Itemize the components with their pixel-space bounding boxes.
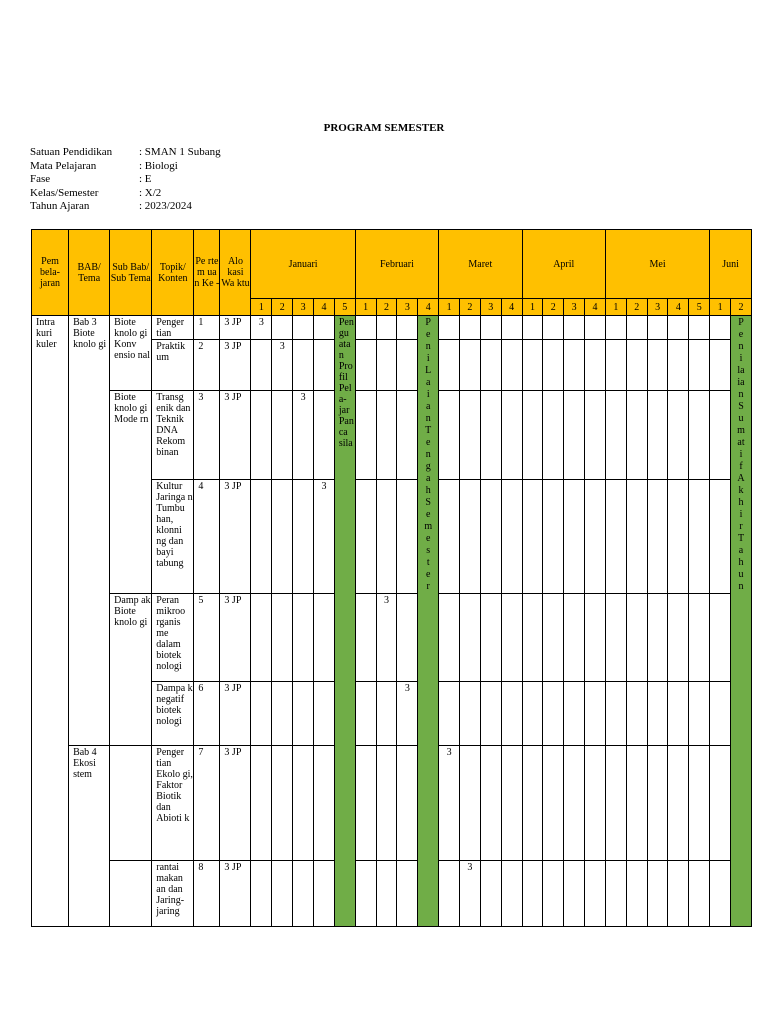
week-cell: 3	[397, 682, 418, 746]
week-cell	[397, 861, 418, 927]
week-header-cell: 5	[689, 299, 710, 316]
week-cell	[710, 682, 731, 746]
week-cell	[293, 861, 314, 927]
alokasi-cell: 3 JP	[220, 480, 251, 594]
info-label: Tahun Ajaran	[30, 200, 90, 212]
week-cell	[376, 391, 397, 480]
table-row	[32, 391, 752, 480]
week-cell	[397, 594, 418, 682]
week-cell	[564, 746, 585, 861]
week-cell	[647, 682, 668, 746]
week-cell	[668, 340, 689, 391]
week-cell	[543, 391, 564, 480]
topik-cell: Peran mikroo rganis me dalam biotek nologi	[152, 594, 194, 682]
header-month-juni: Juni	[710, 230, 752, 299]
week-header-cell: 2	[731, 299, 752, 316]
info-row-satuan	[30, 146, 221, 160]
week-cell	[439, 391, 460, 480]
week-header-cell: 4	[501, 299, 522, 316]
week-cell	[710, 480, 731, 594]
week-cell	[376, 316, 397, 340]
week-cell	[397, 340, 418, 391]
week-header-cell: 2	[459, 299, 480, 316]
week-header-cell: 2	[626, 299, 647, 316]
week-cell	[376, 746, 397, 861]
header-bab: BAB/ Tema	[69, 230, 110, 316]
week-cell	[314, 594, 335, 682]
week-cell	[689, 391, 710, 480]
week-cell	[459, 682, 480, 746]
table-row	[32, 861, 752, 927]
week-cell	[251, 480, 272, 594]
week-cell: 3	[293, 391, 314, 480]
week-cell	[710, 391, 731, 480]
subbab-cell: Damp ak Biote knolo gi	[110, 594, 152, 746]
week-cell	[251, 340, 272, 391]
week-cell	[439, 594, 460, 682]
info-label: Fase	[30, 173, 51, 185]
week-cell	[459, 316, 480, 340]
week-cell	[314, 340, 335, 391]
info-value: : E	[139, 173, 152, 185]
week-cell	[605, 594, 626, 682]
week-cell	[480, 861, 501, 927]
topik-cell: Penger tian	[152, 316, 194, 340]
week-cell	[439, 340, 460, 391]
week-cell	[689, 340, 710, 391]
pembelajaran-cell: Intra kuri kuler	[32, 316, 69, 927]
week-cell	[605, 391, 626, 480]
document-info	[30, 146, 221, 214]
week-cell	[585, 316, 606, 340]
week-header-cell: 3	[564, 299, 585, 316]
week-cell	[647, 480, 668, 594]
week-header-cell: 1	[522, 299, 543, 316]
week-cell	[564, 682, 585, 746]
info-row-fase	[30, 173, 221, 187]
week-cell	[647, 391, 668, 480]
week-header-cell: 1	[605, 299, 626, 316]
week-cell	[314, 861, 335, 927]
green-column-jun2: P e n i la ia n S u m at i f A k h i r T a h u n	[731, 316, 752, 927]
header-pertemuan: Pe rte m ua n Ke -	[194, 230, 220, 316]
week-cell	[501, 746, 522, 861]
week-cell	[564, 391, 585, 480]
week-cell	[439, 682, 460, 746]
week-cell	[501, 391, 522, 480]
week-cell	[689, 480, 710, 594]
week-cell	[293, 340, 314, 391]
week-cell	[355, 861, 376, 927]
pertemuan-cell: 4	[194, 480, 220, 594]
week-cell	[543, 340, 564, 391]
alokasi-cell: 3 JP	[220, 316, 251, 340]
week-header-cell: 3	[647, 299, 668, 316]
week-cell	[647, 316, 668, 340]
week-cell	[605, 480, 626, 594]
week-cell	[668, 746, 689, 861]
alokasi-cell: 3 JP	[220, 682, 251, 746]
pertemuan-cell: 6	[194, 682, 220, 746]
week-header-cell: 1	[439, 299, 460, 316]
week-cell	[355, 594, 376, 682]
week-cell	[585, 480, 606, 594]
week-cell	[480, 391, 501, 480]
week-cell	[564, 861, 585, 927]
week-cell	[439, 480, 460, 594]
week-cell	[459, 391, 480, 480]
week-cell	[543, 594, 564, 682]
week-cell	[480, 340, 501, 391]
week-cell	[585, 594, 606, 682]
pertemuan-cell: 7	[194, 746, 220, 861]
week-cell	[522, 682, 543, 746]
week-cell	[293, 682, 314, 746]
info-value: : 2023/2024	[139, 200, 192, 212]
week-cell	[272, 316, 293, 340]
topik-cell: Dampa k negatif biotek nologi	[152, 682, 194, 746]
week-cell	[668, 861, 689, 927]
info-row-kelas	[30, 187, 221, 201]
week-cell: 3	[272, 340, 293, 391]
week-cell	[543, 480, 564, 594]
week-cell	[314, 391, 335, 480]
header-month-mei: Mei	[605, 230, 709, 299]
week-cell	[543, 682, 564, 746]
week-cell	[626, 391, 647, 480]
header-month-april: April	[522, 230, 605, 299]
info-label: Kelas/Semester	[30, 186, 99, 199]
week-cell	[355, 746, 376, 861]
week-cell	[251, 391, 272, 480]
week-cell	[480, 594, 501, 682]
week-cell	[272, 746, 293, 861]
header-subbab: Sub Bab/ Sub Tema	[110, 230, 152, 316]
bab-cell: Bab 4 Ekosi stem	[69, 746, 110, 927]
week-cell	[459, 594, 480, 682]
week-header-cell: 4	[418, 299, 439, 316]
week-header-cell: 4	[314, 299, 335, 316]
week-cell	[251, 682, 272, 746]
week-cell	[626, 682, 647, 746]
week-cell	[355, 682, 376, 746]
week-cell	[689, 746, 710, 861]
week-cell	[376, 682, 397, 746]
week-cell	[293, 594, 314, 682]
week-cell	[605, 340, 626, 391]
header-month-januari: Januari	[251, 230, 355, 299]
table-row	[32, 746, 752, 861]
week-cell	[480, 682, 501, 746]
week-cell	[564, 594, 585, 682]
week-cell	[272, 480, 293, 594]
week-cell	[626, 746, 647, 861]
subbab-cell: Biote knolo gi Konv ensio nal	[110, 316, 152, 391]
week-cell	[626, 340, 647, 391]
week-cell	[668, 391, 689, 480]
alokasi-cell: 3 JP	[220, 594, 251, 682]
green-column-feb4: P e n i L a i a n T e n g a h S e m e s t e r	[418, 316, 439, 927]
week-header-cell: 3	[397, 299, 418, 316]
week-cell	[522, 340, 543, 391]
week-cell	[585, 340, 606, 391]
week-cell	[501, 340, 522, 391]
week-cell	[647, 594, 668, 682]
topik-cell: Praktik um	[152, 340, 194, 391]
week-cell	[272, 861, 293, 927]
topik-cell: Penger tian Ekolo gi, Faktor Biotik dan Abioti k	[152, 746, 194, 861]
week-cell	[376, 480, 397, 594]
week-cell: 3	[251, 316, 272, 340]
week-header-cell: 2	[543, 299, 564, 316]
week-cell	[689, 682, 710, 746]
pertemuan-cell: 2	[194, 340, 220, 391]
week-cell	[668, 480, 689, 594]
week-cell	[501, 316, 522, 340]
week-cell	[543, 746, 564, 861]
week-cell: 3	[439, 746, 460, 861]
week-cell	[459, 340, 480, 391]
week-cell	[397, 391, 418, 480]
week-cell	[293, 746, 314, 861]
week-cell	[272, 682, 293, 746]
week-cell	[314, 746, 335, 861]
alokasi-cell: 3 JP	[220, 391, 251, 480]
week-cell	[605, 861, 626, 927]
week-cell	[605, 316, 626, 340]
week-cell	[272, 594, 293, 682]
week-cell	[522, 316, 543, 340]
header-month-maret: Maret	[439, 230, 522, 299]
week-cell	[585, 746, 606, 861]
week-header-cell: 1	[355, 299, 376, 316]
week-cell	[585, 861, 606, 927]
pertemuan-cell: 1	[194, 316, 220, 340]
week-cell	[251, 594, 272, 682]
week-header-cell: 4	[668, 299, 689, 316]
week-cell	[710, 316, 731, 340]
header-alokasi: Alo kasi Wa ktu	[220, 230, 251, 316]
week-cell	[710, 594, 731, 682]
week-header-cell: 1	[251, 299, 272, 316]
subbab-cell: Biote knolo gi Mode rn	[110, 391, 152, 594]
week-header-cell: 4	[585, 299, 606, 316]
week-cell	[480, 746, 501, 861]
info-row-mapel	[30, 160, 221, 174]
week-cell	[355, 480, 376, 594]
week-cell	[564, 316, 585, 340]
week-cell	[480, 316, 501, 340]
week-cell	[397, 316, 418, 340]
week-cell	[668, 594, 689, 682]
header-pembelajaran: Pem bela-jaran	[32, 230, 69, 316]
week-cell	[522, 861, 543, 927]
week-cell	[522, 391, 543, 480]
pertemuan-cell: 3	[194, 391, 220, 480]
week-cell	[647, 861, 668, 927]
week-cell	[647, 340, 668, 391]
week-cell	[689, 594, 710, 682]
week-header-cell: 3	[293, 299, 314, 316]
week-cell	[314, 316, 335, 340]
week-cell	[710, 861, 731, 927]
week-cell	[626, 316, 647, 340]
week-cell	[480, 480, 501, 594]
week-cell	[647, 746, 668, 861]
week-cell	[668, 682, 689, 746]
week-cell	[501, 594, 522, 682]
header-month-februari: Februari	[355, 230, 438, 299]
week-cell	[689, 861, 710, 927]
program-semester-table	[31, 229, 752, 927]
week-cell	[543, 861, 564, 927]
alokasi-cell: 3 JP	[220, 340, 251, 391]
page-title: PROGRAM SEMESTER	[323, 122, 445, 134]
week-header-cell: 1	[710, 299, 731, 316]
week-cell	[501, 861, 522, 927]
week-header-cell: 3	[480, 299, 501, 316]
week-cell	[522, 746, 543, 861]
topik-cell: rantai makan an dan Jaring-jaring	[152, 861, 194, 927]
info-value: : Biologi	[139, 159, 178, 172]
info-value: : SMAN 1 Subang	[139, 146, 221, 158]
info-row-tahun	[30, 200, 221, 214]
week-cell	[710, 340, 731, 391]
pertemuan-cell: 8	[194, 861, 220, 927]
pertemuan-cell: 5	[194, 594, 220, 682]
week-cell	[501, 682, 522, 746]
week-cell	[522, 480, 543, 594]
week-cell	[355, 340, 376, 391]
week-cell: 3	[314, 480, 335, 594]
week-cell	[397, 480, 418, 594]
week-cell	[626, 594, 647, 682]
week-cell	[355, 316, 376, 340]
week-cell	[564, 340, 585, 391]
week-cell	[585, 682, 606, 746]
week-cell	[626, 861, 647, 927]
week-cell	[376, 340, 397, 391]
week-cell: 3	[376, 594, 397, 682]
week-cell	[585, 391, 606, 480]
alokasi-cell: 3 JP	[220, 861, 251, 927]
week-cell	[293, 480, 314, 594]
week-cell	[626, 480, 647, 594]
week-cell	[605, 682, 626, 746]
week-cell	[564, 480, 585, 594]
week-cell	[668, 316, 689, 340]
table-row	[32, 594, 752, 682]
week-cell	[605, 746, 626, 861]
week-cell	[439, 861, 460, 927]
info-label: Satuan Pendidikan	[30, 146, 113, 158]
week-cell	[251, 861, 272, 927]
topik-cell: Kultur Jaringa n Tumbu han, klonni ng dan bayi tabung	[152, 480, 194, 594]
week-cell	[272, 391, 293, 480]
green-column-jan5: Pengu atan Profil Pela-jar Panca sila	[334, 316, 355, 927]
info-value: : X/2	[139, 186, 162, 199]
week-cell	[543, 316, 564, 340]
week-cell	[397, 746, 418, 861]
week-cell	[459, 746, 480, 861]
header-topik: Topik/ Konten	[152, 230, 194, 316]
week-header-cell: 2	[376, 299, 397, 316]
week-cell	[251, 746, 272, 861]
table-row	[32, 316, 752, 340]
alokasi-cell: 3 JP	[220, 746, 251, 861]
info-label: Mata Pelajaran	[30, 159, 97, 172]
week-cell	[314, 682, 335, 746]
week-cell	[689, 316, 710, 340]
week-cell	[522, 594, 543, 682]
subbab-cell	[110, 861, 152, 927]
week-header-cell: 2	[272, 299, 293, 316]
subbab-cell	[110, 746, 152, 861]
week-cell	[710, 746, 731, 861]
week-cell	[376, 861, 397, 927]
week-header-cell: 5	[334, 299, 355, 316]
week-cell	[501, 480, 522, 594]
week-cell	[459, 480, 480, 594]
topik-cell: Transg enik dan Teknik DNA Rekom binan	[152, 391, 194, 480]
week-cell	[439, 316, 460, 340]
week-cell	[355, 391, 376, 480]
bab-cell: Bab 3 Biote knolo gi	[69, 316, 110, 746]
week-cell: 3	[459, 861, 480, 927]
week-cell	[293, 316, 314, 340]
